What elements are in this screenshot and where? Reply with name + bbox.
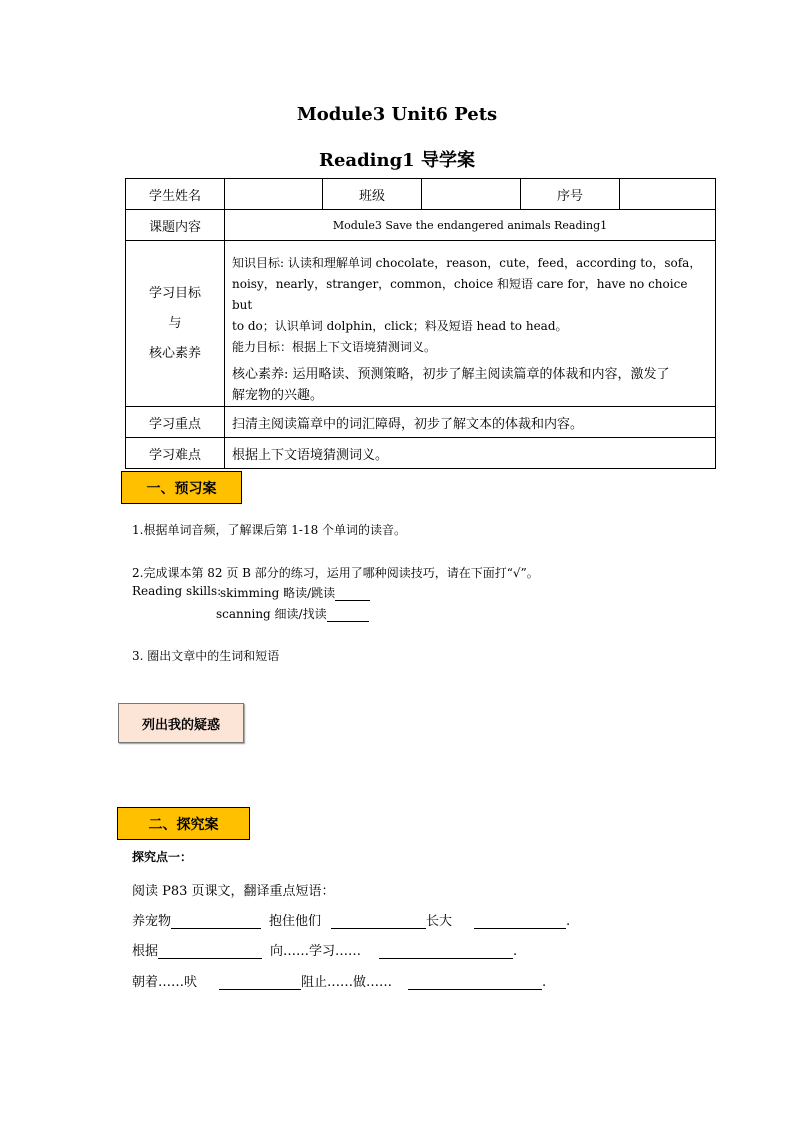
skill-skimming-label: skimming 略读/跳读	[220, 586, 336, 600]
section-explore-heading: 二、探究案	[117, 807, 250, 840]
goals-label	[126, 241, 225, 407]
preview-item-3: 3. 圈出文章中的生词和短语	[132, 649, 280, 663]
section-preview-heading: 一、预习案	[121, 471, 242, 504]
topic-label: 课题内容	[126, 210, 225, 241]
goals-label-line2: 与	[168, 315, 182, 331]
goals-content	[225, 241, 716, 407]
skill-scanning	[216, 605, 369, 622]
row3-dot: .	[542, 975, 547, 990]
page-title: Module3 Unit6 Pets	[296, 104, 498, 125]
explore-point-title: 探究点一：	[132, 850, 193, 864]
phrase-learn-from: 向……学习……	[270, 944, 362, 959]
goals-label-line1: 学习目标	[148, 285, 201, 301]
ability-goal: 能力目标：根据上下文语境猜测词义。	[232, 340, 437, 354]
skill-scanning-label: scanning 细读/找读	[216, 607, 327, 621]
doubts-box: 列出我的疑惑	[118, 703, 244, 743]
knowledge-goal-line1: 知识目标: 认读和理解单词 chocolate，reason，cute，feed，according to，sofa，	[232, 256, 702, 270]
phrase-grow-up: 长大	[426, 914, 453, 929]
phrase-row-1	[132, 910, 570, 929]
blank-bark-at[interactable]	[219, 977, 301, 990]
focus-label: 学习重点	[126, 407, 225, 438]
blank-hold-them[interactable]	[331, 916, 426, 929]
blank-according-to[interactable]	[158, 946, 262, 959]
row2-dot: .	[513, 944, 518, 959]
student-info-table	[125, 178, 716, 469]
blank-grow-up[interactable]	[474, 916, 566, 929]
blank-learn-from[interactable]	[379, 946, 513, 959]
skill-skimming	[220, 584, 370, 601]
page-subtitle: Reading1 导学案	[319, 150, 475, 171]
number-label: 序号	[521, 179, 620, 210]
blank-keep-pets[interactable]	[171, 916, 261, 929]
difficulty-value: 根据上下文语境猜测词义。	[225, 438, 716, 469]
core-literacy-line2: 解宠物的兴趣。	[232, 388, 324, 403]
core-literacy-line1: 核心素养: 运用略读、预测策略，初步了解主阅读篇章的体裁和内容，激发了	[232, 367, 670, 382]
focus-value: 扫清主阅读篇章中的词汇障碍，初步了解文本的体裁和内容。	[225, 407, 716, 438]
phrase-row-2	[132, 940, 517, 959]
knowledge-goal-line2: noisy，nearly，stranger，common，choice 和短语 care for，have no choice but	[232, 277, 688, 312]
class-field[interactable]	[422, 179, 521, 210]
phrase-stop-from: 阻止……做……	[301, 975, 393, 990]
phrase-bark-at: 朝着……吠	[132, 975, 198, 990]
knowledge-goal-line3: to do；认识单词 dolphin，click；料及短语 head to head。	[232, 319, 568, 333]
difficulty-label: 学习难点	[126, 438, 225, 469]
blank-stop-from[interactable]	[408, 977, 542, 990]
preview-item-2: 2.完成课本第 82 页 B 部分的练习，运用了哪种阅读技巧，请在下面打“√”。	[132, 566, 539, 580]
phrase-hold-them: 抱住他们	[269, 914, 322, 929]
explore-instruction: 阅读 P83 页课文，翻译重点短语：	[132, 884, 335, 899]
class-label: 班级	[323, 179, 422, 210]
reading-skills-label: Reading skills:	[132, 584, 222, 598]
topic-value: Module3 Save the endangered animals Reading1	[225, 210, 716, 241]
goals-label-line3: 核心素养	[148, 345, 201, 361]
number-field[interactable]	[620, 179, 716, 210]
skimming-check-blank[interactable]	[335, 588, 370, 601]
phrase-according-to: 根据	[132, 944, 159, 959]
row1-dot: .	[566, 914, 571, 929]
phrase-keep-pets: 养宠物	[132, 914, 172, 929]
phrase-row-3	[132, 971, 546, 990]
name-field[interactable]	[225, 179, 323, 210]
preview-item-1: 1.根据单词音频，了解课后第 1-18 个单词的读音。	[132, 523, 407, 537]
name-label: 学生姓名	[126, 179, 225, 210]
scanning-check-blank[interactable]	[327, 609, 369, 622]
